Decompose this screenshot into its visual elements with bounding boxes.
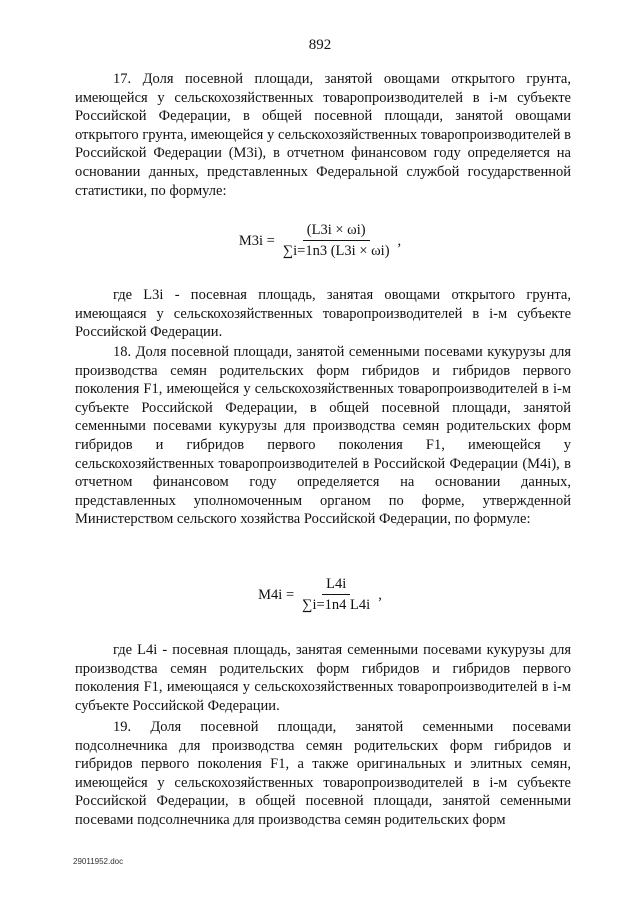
paragraph-19-block: [75, 718, 571, 830]
paragraph-18-block: [75, 343, 571, 529]
formula-m3i-body: [239, 222, 401, 260]
formula-m4i-body: [258, 576, 382, 614]
paragraph-18: 18. Доля посевной площади, занятой семенными посевами кукурузы для производства семян родительских форм гибридов и гибридов первого поколения F1, имеющейся у сельскохозяйственных товаропроизводителей в i-м субъекте Российской Федерации, в общей посевной площади, занятой семенными посевами кукурузы для производства семян родительских форм гибридов и гибридов первого поколения F1, имеющейся у сельскохозяйственных товаропроизводителей в Российской Федерации (M4i), в отчетном финансовом году определяется на основании данных, представленных уполномоченным органом по форме, утвержденной Министерством сельского хозяйства Российской Федерации, по формуле:: [75, 344, 571, 528]
formula-m3i: [0, 222, 640, 260]
formula-m3i-lhs: M3i =: [238, 232, 275, 249]
formula-m3i-comma: ,: [397, 232, 402, 249]
page-number: 892: [308, 37, 332, 53]
paragraph-18-where: где L4i - посевная площадь, занятая семенными посевами кукурузы для производства семян родительских форм гибридов и гибридов первого поколения F1, имеющаяся у сельскохозяйственных товаропроизводителей в i-м субъекте Российской Федерации.: [75, 642, 571, 714]
formula-m3i-numerator: (L3i × ωi): [303, 222, 370, 241]
file-name-footer: 29011952.doc: [73, 857, 124, 866]
paragraph-17-where-block: [75, 286, 571, 342]
formula-m4i-fraction: [298, 576, 374, 614]
paragraph-18-where-block: [75, 641, 571, 715]
formula-m4i-denominator: ∑i=1n4 L4i: [302, 597, 371, 613]
formula-m4i-lhs: M4i =: [258, 586, 295, 603]
formula-m3i-denominator: ∑i=1n3 (L3i × ωi): [282, 243, 390, 259]
paragraph-17-where: где L3i - посевная площадь, занятая овощами открытого грунта, имеющаяся у сельскохозяйственных товаропроизводителей в i-м субъекте Российской Федерации.: [75, 287, 571, 341]
paragraph-17-block: [75, 70, 571, 200]
paragraph-19: 19. Доля посевной площади, занятой семенными посевами подсолнечника для производства семян родительских форм гибридов и гибридов первого поколения F1, а также оригинальных и элитных семян, имеющейся у сельскохозяйственных товаропроизводителей в i-м субъекте Российской Федерации, в общей посевной площади, занятой семенными посевами подсолнечника для производства семян родительских форм: [75, 719, 571, 828]
formula-m4i-comma: ,: [378, 586, 382, 603]
formula-m4i-numerator: L4i: [322, 576, 350, 595]
formula-m3i-fraction: [279, 222, 394, 260]
paragraph-17: 17. Доля посевной площади, занятой овощами открытого грунта, имеющейся у сельскохозяйственных товаропроизводителей в i-м субъекте Российской Федерации, в общей посевной площади, занятой овощами открытого грунта, имеющейся у сельскохозяйственных товаропроизводителей в Российской Федерации (M3i), в отчетном финансовом году определяется на основании данных, представленных Федеральной службой государственной статистики, по формуле:: [75, 71, 571, 199]
formula-m4i: [0, 576, 640, 614]
